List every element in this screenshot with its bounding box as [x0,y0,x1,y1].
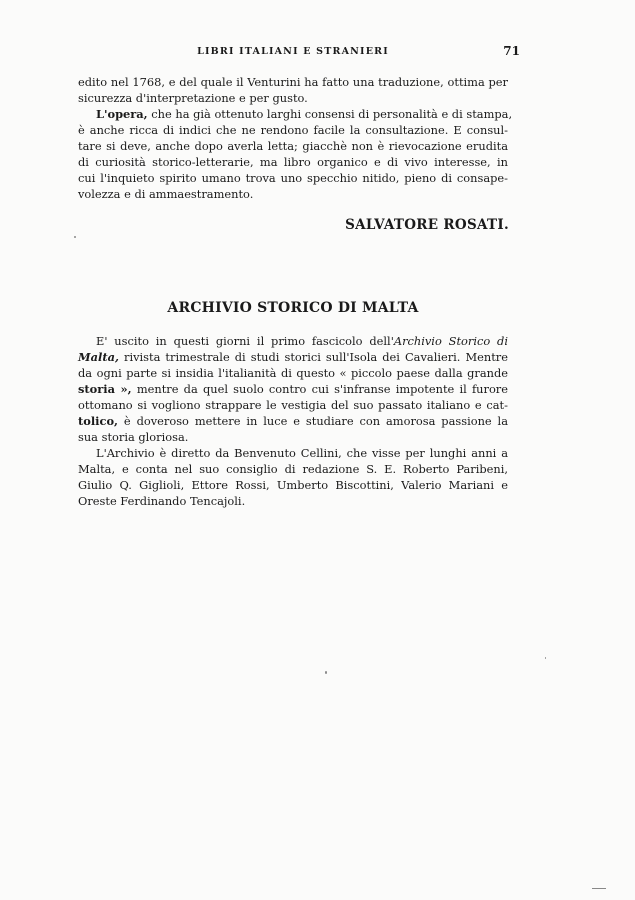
archivio-paragraph-1 [78,333,508,445]
archivio-paragraph-2 [78,445,508,509]
review-line-5: tare si deve, anche dopo averla letta; giacchè non è rievocazione erudita [78,139,508,153]
journal-title-part-1: Archivio Storico di [393,334,508,348]
review-line-4: è anche ricca di indici che ne rendono facile la consultazione. E consul- [78,123,508,137]
review-line-3-text: che ha già ottenuto larghi consensi di personalità e di stampa, [151,107,513,121]
archivio-line-6-text: è doveroso mettere in luce e studiare con amorosa passione la [118,414,508,428]
archivio-line-4-text: mentre da quel suolo contro cui s'infranse impotente il furore [131,382,508,396]
archivio-line-2 [78,349,508,365]
review-line-3 [78,106,513,122]
archivio-line-1-text: E' uscito in questi giorni il primo fascicolo dell' [96,334,394,348]
archivio-p2-line-1: L'Archivio è diretto da Benvenuto Cellini, che visse per lunghi anni a [96,446,508,460]
archivio-line-2-text: rivista trimestrale di studi storici sull'Isola dei Cavalieri. Mentre [118,350,508,364]
journal-title-part-2: Malta, [78,350,119,364]
archivio-line-5: ottomano si vogliono strappare le vestigia del suo passato italiano e cat- [78,398,508,412]
page-number: 71 [503,44,520,58]
paper-speck [545,657,546,659]
archivio-p2-line-4: Oreste Ferdinando Tencajoli. [78,494,246,508]
review-line-7: cui l'inquieto spirito umano trova uno specchio nitido, pieno di consape- [78,171,508,185]
archivio-line-7: sua storia gloriosa. [78,430,189,444]
paper-speck [592,888,606,889]
section-title: ARCHIVIO STORICO DI MALTA [167,300,419,316]
storia-bold: storia », [78,382,132,396]
paper-speck [74,236,76,238]
review-line-1: edito nel 1768, e del quale il Venturini ha fatto una traduzione, ottima per [78,75,508,89]
review-paragraphs [78,74,513,202]
review-line-2: sicurezza d'interpretazione e per gusto. [78,91,308,105]
running-title: LIBRI ITALIANI E STRANIERI [197,46,389,57]
archivio-line-3: da ogni parte si insidia l'italianità di questo « piccolo paese dalla grande [78,366,508,380]
archivio-p2-line-3: Giulio Q. Giglioli, Ettore Rossi, Umberto Biscottini, Valerio Mariani e [78,478,508,492]
archivio-line-1 [78,333,508,349]
archivio-line-6 [78,413,508,429]
tolico-bold: tolico, [78,414,119,428]
author-signature: SALVATORE ROSATI. [345,217,509,233]
archivio-p2-line-2: Malta, e conta nel suo consiglio di redazione S. E. Roberto Paribeni, [78,462,508,476]
review-line-8: volezza e di ammaestramento. [78,187,254,201]
paper-speck [325,671,327,674]
opera-lead: L'opera, [96,107,148,121]
running-header [78,44,520,62]
review-line-6: di curiosità storico-letterarie, ma libro organico e di vivo interesse, in [78,155,508,169]
archivio-line-4 [78,381,508,397]
